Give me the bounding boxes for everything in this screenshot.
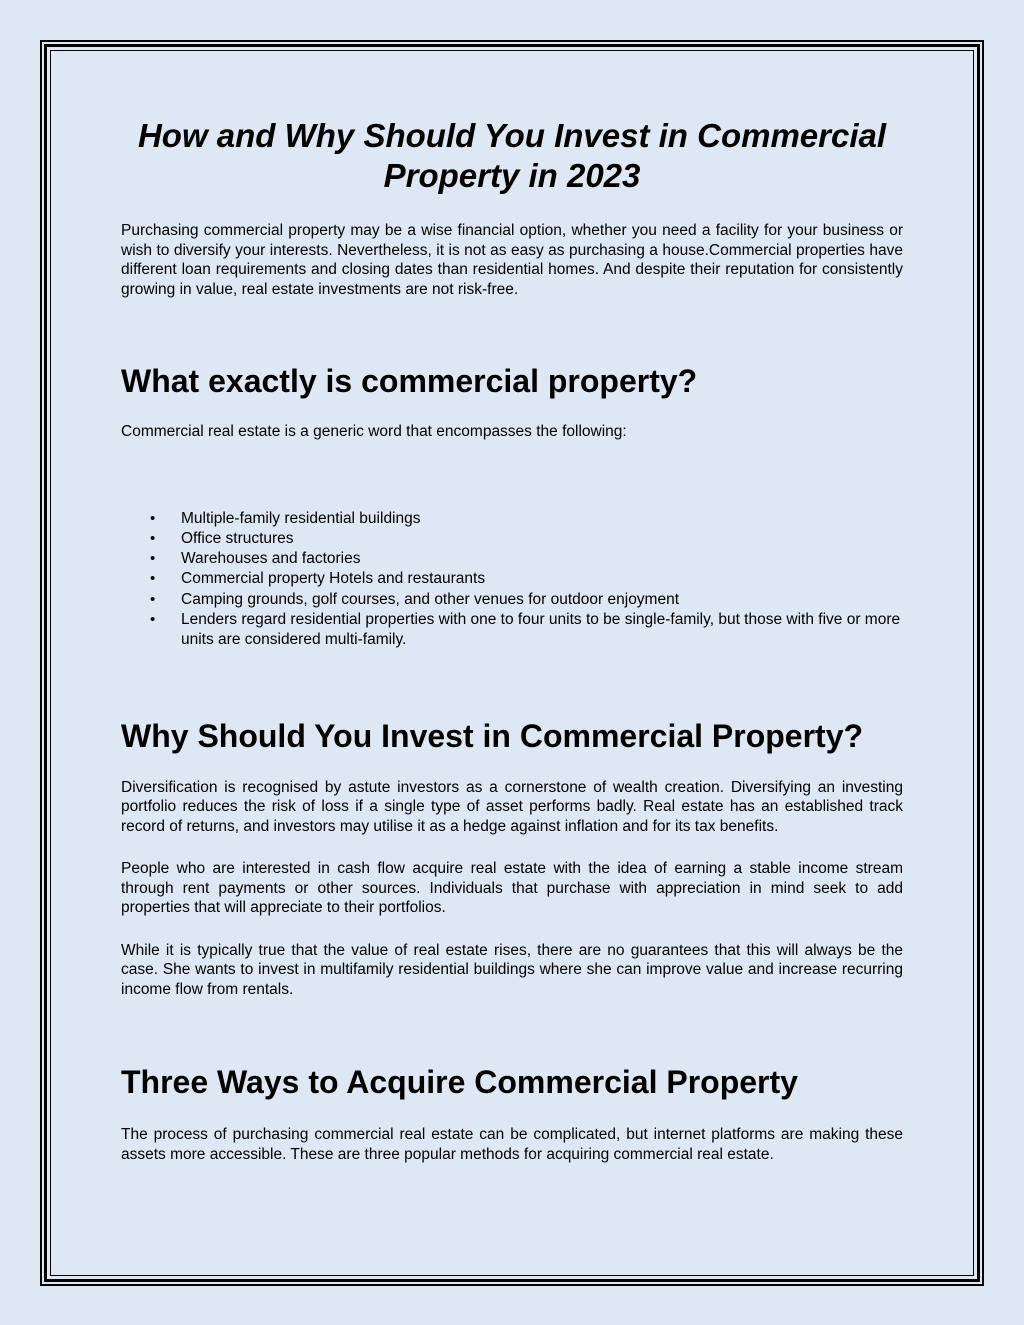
list-item: • Commercial property Hotels and restaurants: [181, 569, 903, 589]
property-types-list: [121, 509, 903, 651]
document-body: [121, 116, 903, 1164]
why-paragraph-3: While it is typically true that the value of real estate rises, there are no guarantees that this will always be the case. She wants to invest in multifamily residential buildings where she can improve value and increase recurring income flow from rentals.: [121, 941, 903, 998]
list-item: • Multiple-family residential buildings: [181, 509, 903, 529]
three-ways-paragraph: The process of purchasing commercial real estate can be complicated, but internet platforms are making these assets more accessible. These are three popular methods for acquiring commercial real estate.: [121, 1126, 903, 1163]
what-paragraph: Commercial real estate is a generic word that encompasses the following:: [121, 423, 627, 440]
list-item: • Lenders regard residential properties with one to four units to be single-family, but those with five or more units are considered multi-family.: [181, 610, 903, 651]
heading-three-ways: Three Ways to Acquire Commercial Property: [121, 1064, 798, 1101]
list-item: • Office structures: [181, 529, 903, 549]
why-paragraph-2: People who are interested in cash flow acquire real estate with the idea of earning a stable income stream through rent payments or other sources. Individuals that purchase with appreciation in mind seek to add properties that will appreciate to their portfolios.: [121, 860, 903, 917]
document-title: How and Why Should You Invest in Commercial Property in 2023: [137, 117, 887, 194]
heading-why-invest: Why Should You Invest in Commercial Property?: [121, 717, 864, 754]
why-paragraph-1: Diversification is recognised by astute investors as a cornerstone of wealth creation. Diversifying an investing portfolio reduces the risk of loss if a single type of asset performs badly. Real estate has an established track record of returns, and investors may utilise it as a hedge against inflation and for its tax benefits.: [121, 778, 903, 835]
heading-what-is-commercial-property: What exactly is commercial property?: [121, 363, 698, 399]
list-item: • Camping grounds, golf courses, and other venues for outdoor enjoyment: [181, 590, 903, 610]
list-item: • Warehouses and factories: [181, 549, 903, 569]
intro-paragraph: Purchasing commercial property may be a wise financial option, whether you need a facility for your business or wish to diversify your interests. Nevertheless, it is not as easy as purchasing a house.Commercial properties have different loan requirements and closing dates than residential homes. And despite their reputation for consistently growing in value, real estate investments are not risk-free.: [121, 222, 903, 298]
